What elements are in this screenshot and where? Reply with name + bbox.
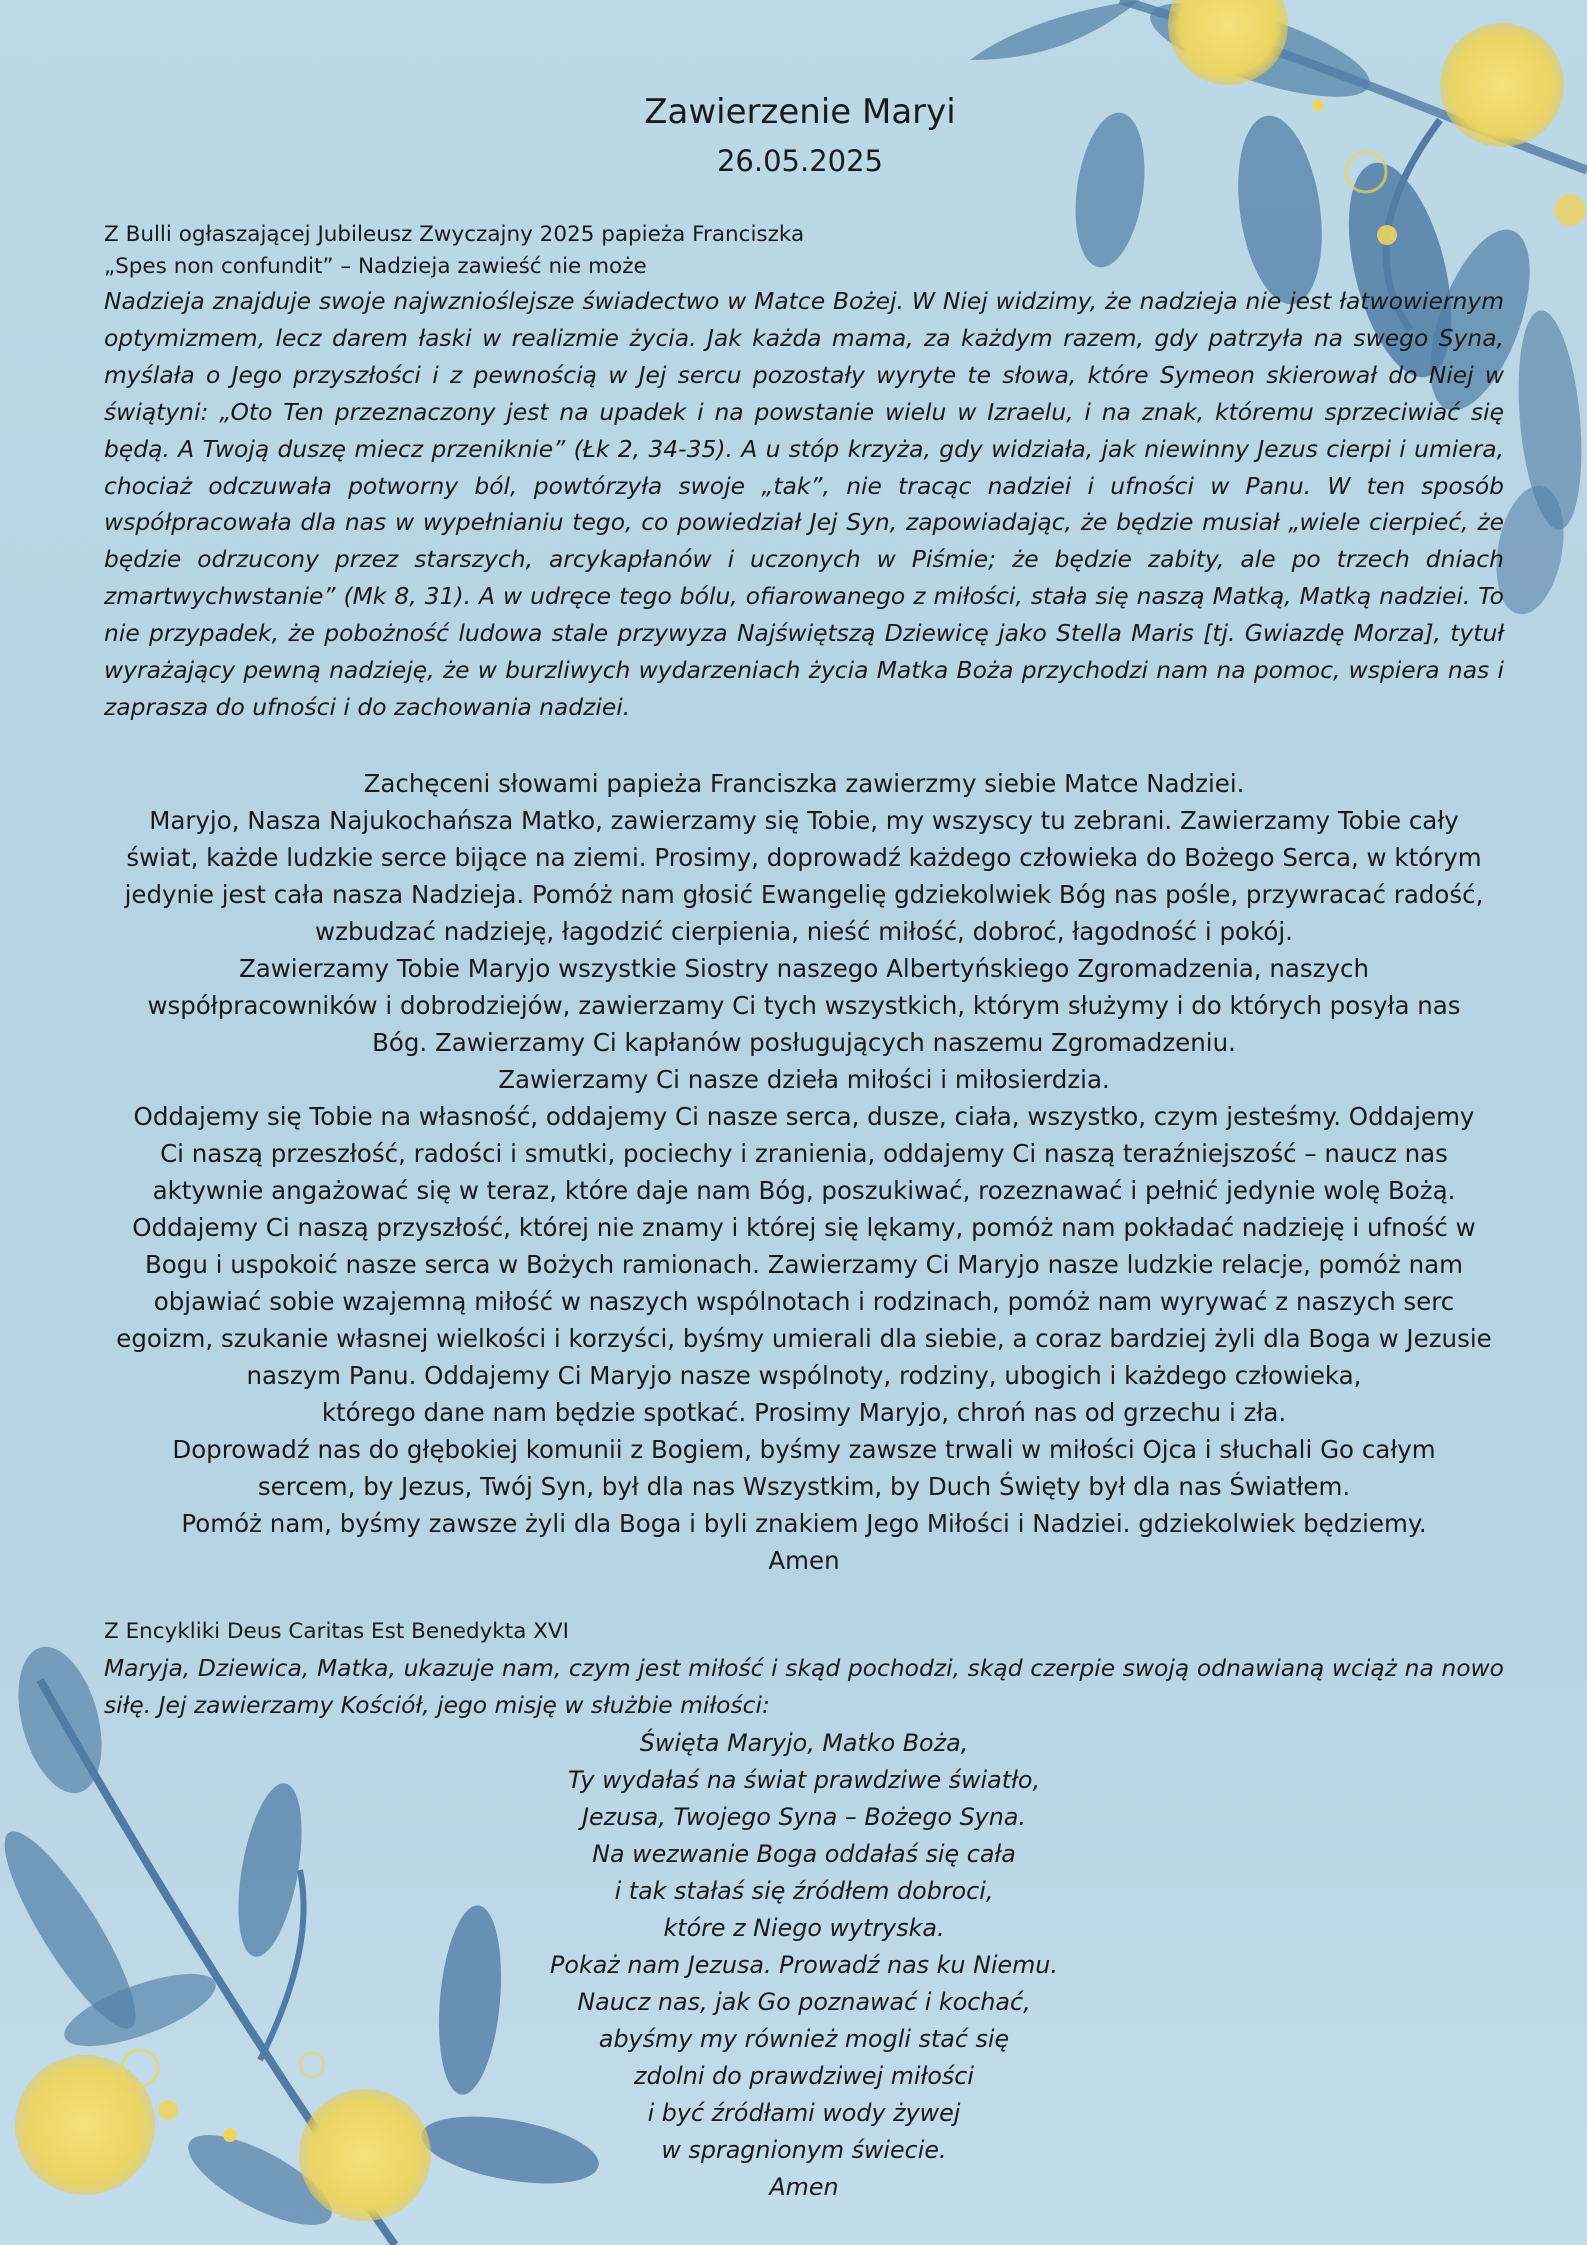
prayer-line: Zachęceni słowami papieża Franciszka zawierzmy siebie Matce Nadziei.: [363, 769, 1245, 798]
poem-line: Naucz nas, jak Go poznawać i kochać,: [577, 1988, 1031, 2016]
prayer-line: Pomóż nam, byśmy zawsze żyli dla Boga i byli znakiem Jego Miłości i Nadziei. gdziekolwiek będziemy.: [181, 1509, 1427, 1538]
poem-line: i być źródłami wody żywej: [647, 2099, 961, 2127]
prayer-line: egoizm, szukanie własnej wielkości i korzyści, byśmy umierali dla siebie, a coraz bardziej żyli dla Boga w Jezusie: [116, 1324, 1492, 1353]
encyclical-source-title: Z Encykliki Deus Caritas Est Benedykta XVI: [104, 1619, 569, 1644]
poem-line: w spragnionym świecie.: [661, 2136, 947, 2164]
prayer-line: Oddajemy się Tobie na własność, oddajemy Ci nasze serca, dusze, ciała, wszystko, czym jesteśmy. Oddajemy: [133, 1102, 1475, 1131]
bull-quote: Nadzieja znajduje swoje najwznioślejsze świadectwo w Matce Bożej. W Niej widzimy, że nadzieja nie jest łatwowiernym optymizmem, lecz darem łaski w realizmie życia. Jak każda mama, za każdym razem, gdy patrzyła na swego Syna, myślała o Jego przyszłości i z pewnością w Jej sercu pozostały wyryte te słowa, które Symeon skierował do Niej w świątyni: „Oto Ten przeznaczony jest na upadek i na powstanie wielu w Izraelu, i na znak, któremu sprzeciwiać się będą. A Twoją duszę miecz przeniknie” (Łk 2, 34-35). A u stóp krzyża, gdy widziała, jak niewinny Jezus cierpi i umiera, chociaż odczuwała potworny ból, powtórzyła swoje „tak”, nie tracąc nadziei i ufności w Panu. W ten sposób współpracowała dla nas w wypełnianiu tego, co powiedział Jej Syn, zapowiadając, że będzie musiał „wiele cierpieć, że będzie odrzucony przez starszych, arcykapłanów i uczonych w Piśmie; że będzie zabity, ale po trzech dniach zmartwychwstanie” (Mk 8, 31). A w udręce tego bólu, ofiarowanego z miłości, stała się naszą Matką, Matką nadziei. To nie przypadek, że pobożność ludowa stale przywyza Najświętszą Dziewicę jako Stella Maris [tj. Gwiazdę Morza], tytuł wyrażający pewną nadzieję, że w burzliwych wydarzeniach życia Matka Boża przychodzi nam na pomoc, wspiera nas i zaprasza do ufności i do zachowania nadziei.: [104, 287, 1504, 721]
prayer-line: wzbudzać nadzieję, łagodzić cierpienia, nieść miłość, dobroć, łagodność i pokój.: [315, 917, 1293, 946]
bull-source-subtitle: „Spes non confundit” – Nadzieja zawieść nie może: [104, 254, 647, 279]
prayer-line: objawiać sobie wzajemną miłość w naszych wspólnotach i rodzinach, pomóż nam wyrywać z naszych serc: [153, 1287, 1455, 1316]
prayer-line: Doprowadź nas do głębokiej komunii z Bogiem, byśmy zawsze trwali w miłości Ojca i słuchali Go całym: [172, 1435, 1436, 1464]
page-date: 26.05.2025: [716, 144, 884, 178]
prayer-line: sercem, by Jezus, Twój Syn, był dla nas Wszystkim, by Duch Święty był dla nas Światłem.: [257, 1472, 1351, 1501]
poem-line: Pokaż nam Jezusa. Prowadź nas ku Niemu.: [550, 1951, 1058, 1979]
prayer-line: współpracowników i dobrodziejów, zawierzamy Ci tych wszystkich, którym służymy i do których posyła nas: [147, 991, 1461, 1020]
poem-amen: Amen: [769, 2173, 839, 2201]
prayer-amen: Amen: [768, 1546, 840, 1575]
prayer-line: świat, każde ludzkie serce bijące na ziemi. Prosimy, doprowadź każdego człowieka do Bożego Serca, w którym: [126, 843, 1482, 872]
poem-line: Święta Maryjo, Matko Boża,: [639, 1729, 969, 1757]
prayer-block: [104, 765, 1504, 1579]
prayer-line: Ci naszą przeszłość, radości i smutki, pociechy i zranienia, oddajemy Ci naszą teraźniejszość – naucz nas: [160, 1139, 1448, 1168]
poem-line: Na wezwanie Boga oddałaś się cała: [592, 1840, 1016, 1868]
prayer-line: jedynie jest cała nasza Nadzieja. Pomóż nam głosić Ewangelię gdziekolwiek Bóg nas pośle, przywracać radość,: [124, 880, 1484, 909]
prayer-line: Oddajemy Ci naszą przyszłość, której nie znamy i której się lękamy, pomóż nam pokładać nadzieję i ufność w: [132, 1213, 1476, 1242]
encyclical-intro: Maryja, Dziewica, Matka, ukazuje nam, czym jest miłość i skąd pochodzi, skąd czerpie swoją odnawianą wciąż na nowo siłę. Jej zawierzamy Kościół, jego misję w służbie miłości:: [104, 1654, 1504, 1719]
prayer-line: naszym Panu. Oddajemy Ci Maryjo nasze wspólnoty, rodziny, ubogich i każdego człowieka,: [246, 1361, 1362, 1390]
poem-line: abyśmy my również mogli stać się: [598, 2025, 1010, 2053]
prayer-line: Maryjo, Nasza Najukochańsza Matko, zawierzamy się Tobie, my wszyscy tu zebrani. Zawierzamy Tobie cały: [149, 806, 1459, 835]
prayer-line: Bóg. Zawierzamy Ci kapłanów posługujących naszemu Zgromadzeniu.: [372, 1028, 1236, 1057]
prayer-line: Zawierzamy Tobie Maryjo wszystkie Siostry naszego Albertyńskiego Zgromadzenia, naszych: [238, 954, 1370, 983]
poem-line: Jezusa, Twojego Syna – Bożego Syna.: [582, 1803, 1026, 1831]
poem-line: i tak stałaś się źródłem dobroci,: [614, 1877, 994, 1905]
prayer-line: Bogu i uspokoić nasze serca w Bożych ramionach. Zawierzamy Ci Maryjo nasze ludzkie relacje, pomóż nam: [144, 1250, 1464, 1279]
prayer-line: którego dane nam będzie spotkać. Prosimy Maryjo, chroń nas od grzechu i zła.: [321, 1398, 1287, 1427]
poem-line: zdolni do prawdziwej miłości: [634, 2062, 974, 2090]
encyclical-poem: [104, 1725, 1504, 2206]
poem-line: które z Niego wytryska.: [663, 1914, 945, 1942]
page-title: Zawierzenie Maryi: [644, 92, 956, 132]
bull-source-title: Z Bulli ogłaszającej Jubileusz Zwyczajny 2025 papieża Franciszka: [104, 222, 805, 247]
prayer-line: Zawierzamy Ci nasze dzieła miłości i miłosierdzia.: [498, 1065, 1110, 1094]
prayer-line: aktywnie angażować się w teraz, które daje nam Bóg, poszukiwać, rozeznawać i pełnić jedynie wolę Bożą.: [152, 1176, 1456, 1205]
poem-line: Ty wydałaś na świat prawdziwe światło,: [567, 1766, 1041, 1794]
